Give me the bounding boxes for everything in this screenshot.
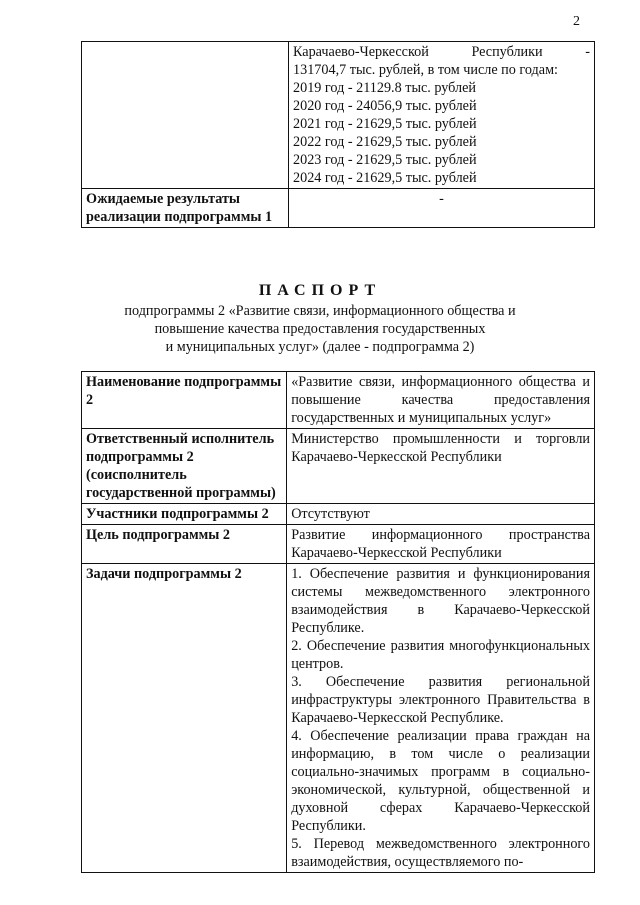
passport-row-name bbox=[82, 372, 595, 429]
task-item: 4. Обеспечение реализации права граждан на информацию, в том числе о реализации социально-значимых программ в социально-экономической, культурной, общественной и духовной сферах Карачаево-Черкесской Республики. bbox=[291, 728, 590, 834]
subtitle-line: повышение качества предоставления государственных bbox=[154, 321, 486, 337]
passport-row-goal bbox=[82, 525, 595, 564]
row-label: Ответственный исполнитель подпрограммы 2 (соисполнитель государственной программы) bbox=[82, 429, 287, 504]
passport-subtitle bbox=[100, 302, 540, 356]
budget-label-right: Республики bbox=[471, 44, 543, 60]
financing-table bbox=[81, 41, 595, 228]
task-item: 3. Обеспечение развития региональной инфраструктуры электронного Правительства в Карачаево-Черкесской Республике. bbox=[291, 674, 590, 726]
row-value: Отсутствуют bbox=[287, 504, 595, 525]
row-label: Задачи подпрограммы 2 bbox=[82, 564, 287, 873]
row-label: Участники подпрограммы 2 bbox=[82, 504, 287, 525]
year-line: 2023 год - 21629,5 тыс. рублей bbox=[293, 152, 477, 168]
row-label: Цель подпрограммы 2 bbox=[82, 525, 287, 564]
expected-results-label: Ожидаемые результаты реализации подпрограммы 1 bbox=[82, 189, 289, 228]
row-value: Министерство промышленности и торговли Карачаево-Черкесской Республики bbox=[287, 429, 595, 504]
financing-row bbox=[82, 42, 595, 189]
row-value: «Развитие связи, информационного общества и повышение качества предоставления государственных и муниципальных услуг» bbox=[287, 372, 595, 429]
passport-row-executor bbox=[82, 429, 595, 504]
task-item: 1. Обеспечение развития и функционирования системы межведомственного электронного взаимодействия в Карачаево-Черкесской Республике. bbox=[291, 566, 590, 636]
financing-label-cell bbox=[82, 42, 289, 189]
row-label: Наименование подпрограммы 2 bbox=[82, 372, 287, 429]
passport-row-participants bbox=[82, 504, 595, 525]
total-line: 131704,7 тыс. рублей, в том числе по годам: bbox=[293, 62, 558, 78]
task-item: 5. Перевод межведомственного электронного взаимодействия, осуществляемого по- bbox=[291, 836, 590, 870]
page-number: 2 bbox=[573, 14, 580, 29]
year-line: 2024 год - 21629,5 тыс. рублей bbox=[293, 170, 477, 186]
year-line: 2020 год - 24056,9 тыс. рублей bbox=[293, 98, 477, 114]
passport-title: ПАСПОРТ bbox=[258, 282, 382, 299]
task-item: 2. Обеспечение развития многофункциональных центров. bbox=[291, 638, 590, 672]
passport-row-tasks bbox=[82, 564, 595, 873]
expected-results-row bbox=[82, 189, 595, 228]
budget-label-left: Карачаево-Черкесской bbox=[293, 44, 429, 60]
financing-value-cell bbox=[289, 42, 595, 189]
budget-label-line bbox=[293, 43, 590, 61]
passport-table bbox=[81, 371, 595, 873]
year-line: 2019 год - 21129.8 тыс. рублей bbox=[293, 80, 477, 96]
row-value: Развитие информационного пространства Карачаево-Черкесской Республики bbox=[287, 525, 595, 564]
year-line: 2022 год - 21629,5 тыс. рублей bbox=[293, 134, 477, 150]
subtitle-line: подпрограммы 2 «Развитие связи, информационного общества и bbox=[124, 303, 516, 319]
tasks-list bbox=[287, 564, 595, 873]
subtitle-line: и муниципальных услуг» (далее - подпрограмма 2) bbox=[165, 339, 475, 355]
year-line: 2021 год - 21629,5 тыс. рублей bbox=[293, 116, 477, 132]
expected-results-value: - bbox=[289, 189, 595, 228]
budget-label-dash: - bbox=[585, 44, 590, 60]
